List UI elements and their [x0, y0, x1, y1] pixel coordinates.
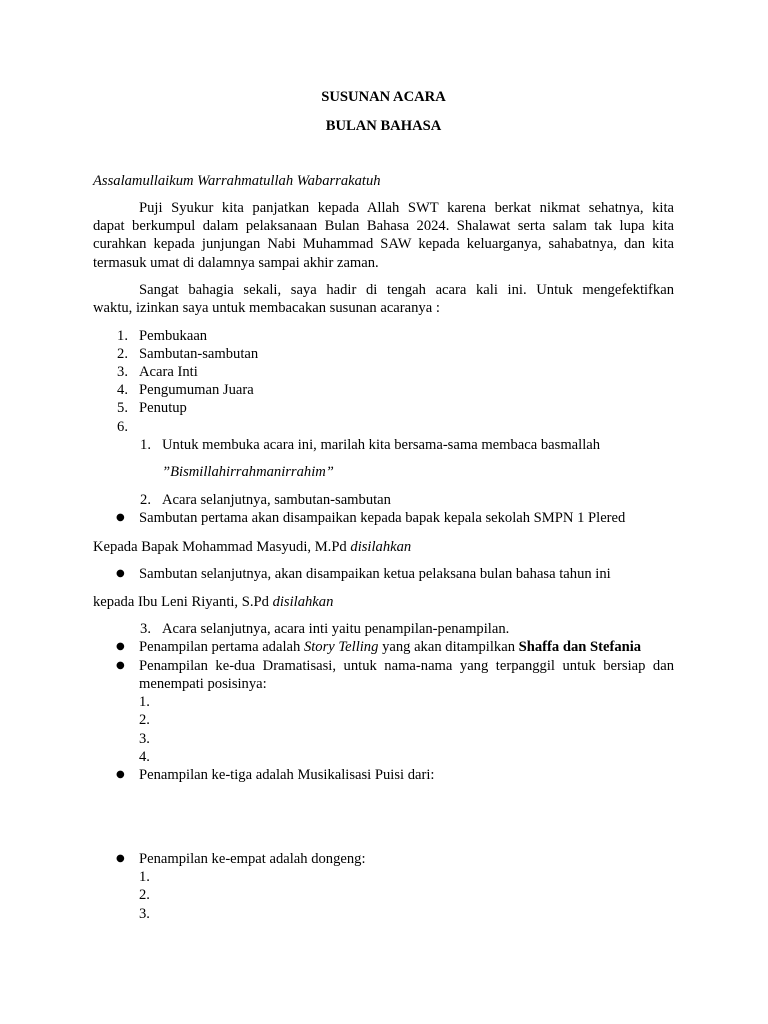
- perf2-num: 3.: [139, 731, 150, 747]
- para1-line2: dapat berkumpul dalam pelaksanaan Bulan Bahasa 2024. Shalawat serta salam tak lupa kita: [93, 218, 674, 234]
- perf1-text: Penampilan pertama adalah Story Telling yang akan ditampilkan Shaffa dan Stefania: [139, 639, 642, 655]
- greeting: Assalamullaikum Warrahmatullah Wabarrakatuh: [93, 173, 381, 189]
- step3-text: Acara selanjutnya, acara inti yaitu penampilan-penampilan.: [162, 621, 510, 637]
- perf3-text: Penampilan ke-tiga adalah Musikalisasi Puisi dari:: [139, 767, 435, 783]
- agenda-item: Pengumuman Juara: [139, 382, 254, 398]
- bullet-icon: ●: [116, 512, 125, 523]
- agenda-num: 5.: [117, 400, 128, 416]
- speech1-text: Sambutan pertama akan disampaikan kepada bapak kepala sekolah SMPN 1 Plered: [139, 510, 626, 526]
- title-bulan-bahasa: BULAN BAHASA: [325, 118, 442, 134]
- agenda-item: Pembukaan: [139, 328, 208, 344]
- para2-line2: waktu, izinkan saya untuk membacakan susunan acaranya :: [93, 300, 440, 316]
- step3-num: 3.: [140, 621, 151, 637]
- para1-line4: termasuk umat di dalamnya sampai akhir zaman.: [93, 255, 379, 271]
- step2-text: Acara selanjutnya, sambutan-sambutan: [162, 492, 391, 508]
- agenda-num: 6.: [117, 419, 128, 435]
- speaker1-line: Kepada Bapak Mohammad Masyudi, M.Pd disilahkan: [93, 539, 412, 555]
- title-susunan-acara: SUSUNAN ACARA: [321, 89, 446, 105]
- bullet-icon: ●: [116, 853, 125, 864]
- step1-text: Untuk membuka acara ini, marilah kita bersama-sama membaca basmallah: [162, 437, 601, 453]
- agenda-item: Penutup: [139, 400, 187, 416]
- perf2-num: 2.: [139, 712, 150, 728]
- speaker2-line: kepada Ibu Leni Riyanti, S.Pd disilahkan: [93, 594, 334, 610]
- agenda-item: Acara Inti: [139, 364, 198, 380]
- para1-line3: curahkan kepada junjungan Nabi Muhammad SAW kepada keluarganya, sahabatnya, dan kita: [93, 236, 674, 252]
- agenda-item: Sambutan-sambutan: [139, 346, 259, 362]
- perf2-line1: Penampilan ke-dua Dramatisasi, untuk nama-nama yang terpanggil untuk bersiap dan: [139, 658, 674, 674]
- para2-line1: Sangat bahagia sekali, saya hadir di tengah acara kali ini. Untuk mengefektifkan: [139, 282, 674, 298]
- basmallah-text: ”Bismillahirrahmanirrahim”: [162, 464, 334, 480]
- perf4-num: 1.: [139, 869, 150, 885]
- perf2-line2: menempati posisinya:: [139, 676, 267, 692]
- perf4-text: Penampilan ke-empat adalah dongeng:: [139, 851, 366, 867]
- bullet-icon: ●: [116, 660, 125, 671]
- speech2-text: Sambutan selanjutnya, akan disampaikan ketua pelaksana bulan bahasa tahun ini: [139, 566, 611, 582]
- agenda-num: 1.: [117, 328, 128, 344]
- bullet-icon: ●: [116, 769, 125, 780]
- bullet-icon: ●: [116, 568, 125, 579]
- agenda-num: 3.: [117, 364, 128, 380]
- agenda-num: 4.: [117, 382, 128, 398]
- perf4-num: 3.: [139, 906, 150, 922]
- step1-num: 1.: [140, 437, 151, 453]
- perf2-num: 1.: [139, 694, 150, 710]
- agenda-num: 2.: [117, 346, 128, 362]
- step2-num: 2.: [140, 492, 151, 508]
- perf4-num: 2.: [139, 887, 150, 903]
- para1-line1: Puji Syukur kita panjatkan kepada Allah SWT karena berkat nikmat sehatnya, kita: [139, 200, 674, 216]
- perf2-num: 4.: [139, 749, 150, 765]
- bullet-icon: ●: [116, 641, 125, 652]
